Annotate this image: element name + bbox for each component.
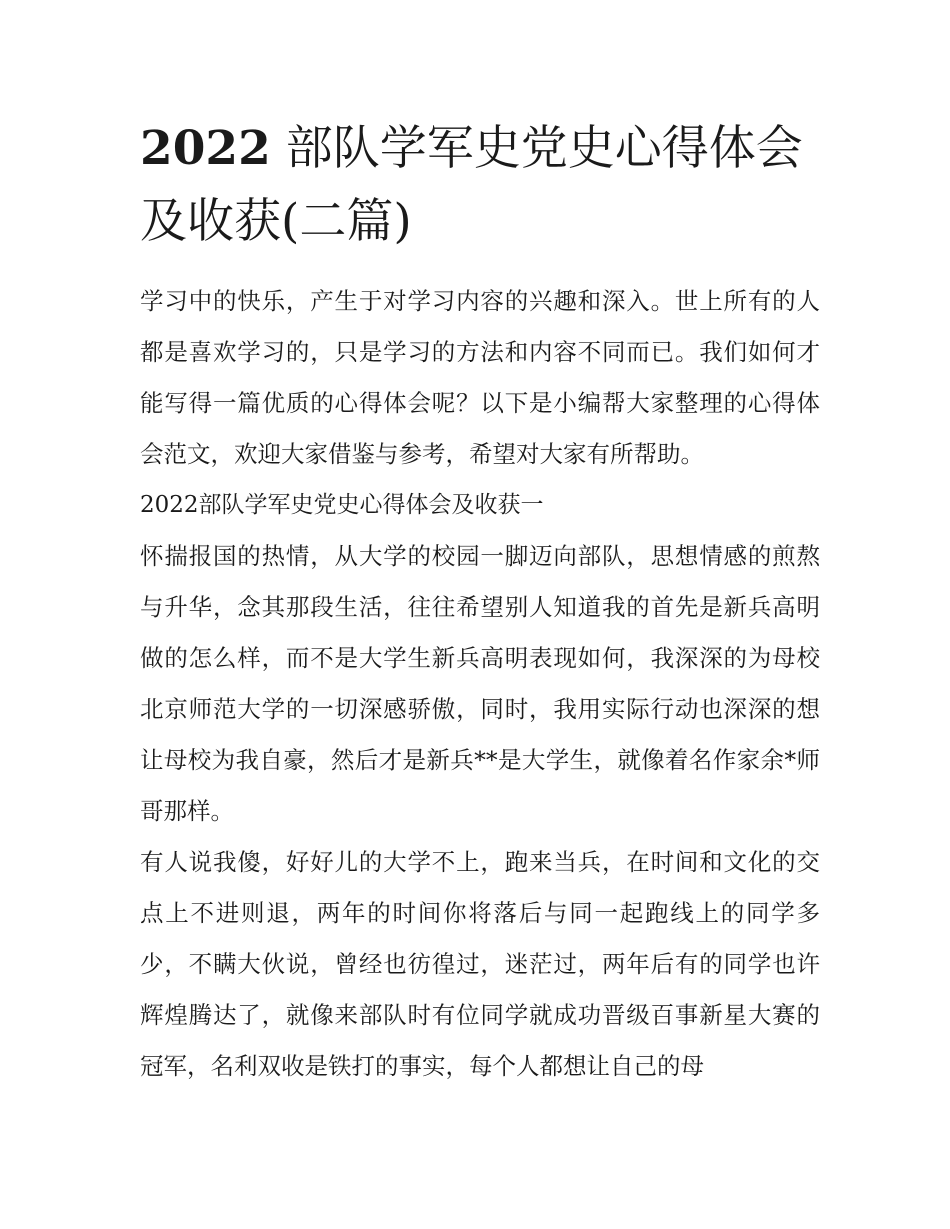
body-paragraph-1: 怀揣报国的热情，从大学的校园一脚迈向部队，思想情感的煎熬与升华，念其那段生活，往往希望别人知道我的首先是新兵高明做的怎么样，而不是大学生新兵高明表现如何，我深深的为母校北京师范大学的一切深感骄傲，同时，我用实际行动也深深的想让母校为我自豪，然后才是新兵**是大学生，就像着名作家余*师哥那样。	[140, 542, 820, 825]
document-title	[140, 112, 820, 258]
title-year: 2022	[140, 121, 271, 176]
intro-paragraph: 学习中的快乐，产生于对学习内容的兴趣和深入。世上所有的人都是喜欢学习的，只是学习的方法和内容不同而已。我们如何才能写得一篇优质的心得体会呢？以下是小编帮大家整理的心得体会范文，欢迎大家借鉴与参考，希望对大家有所帮助。	[140, 287, 820, 468]
title-text: 部队学军史党史心得体会及收获(二篇)	[140, 121, 803, 249]
section-heading: 2022部队学军史党史心得体会及收获一	[140, 492, 544, 518]
body-paragraph-2: 有人说我傻，好好儿的大学不上，跑来当兵，在时间和文化的交点上不进则退，两年的时间你将落后与同一起跑线上的同学多少，不瞒大伙说，曾经也彷徨过，迷茫过，两年后有的同学也许辉煌腾达了，就像来部队时有位同学就成功晋级百事新星大赛的冠军，名利双收是铁打的事实，每个人都想让自己的母	[140, 848, 820, 1080]
document-body	[140, 276, 820, 1092]
